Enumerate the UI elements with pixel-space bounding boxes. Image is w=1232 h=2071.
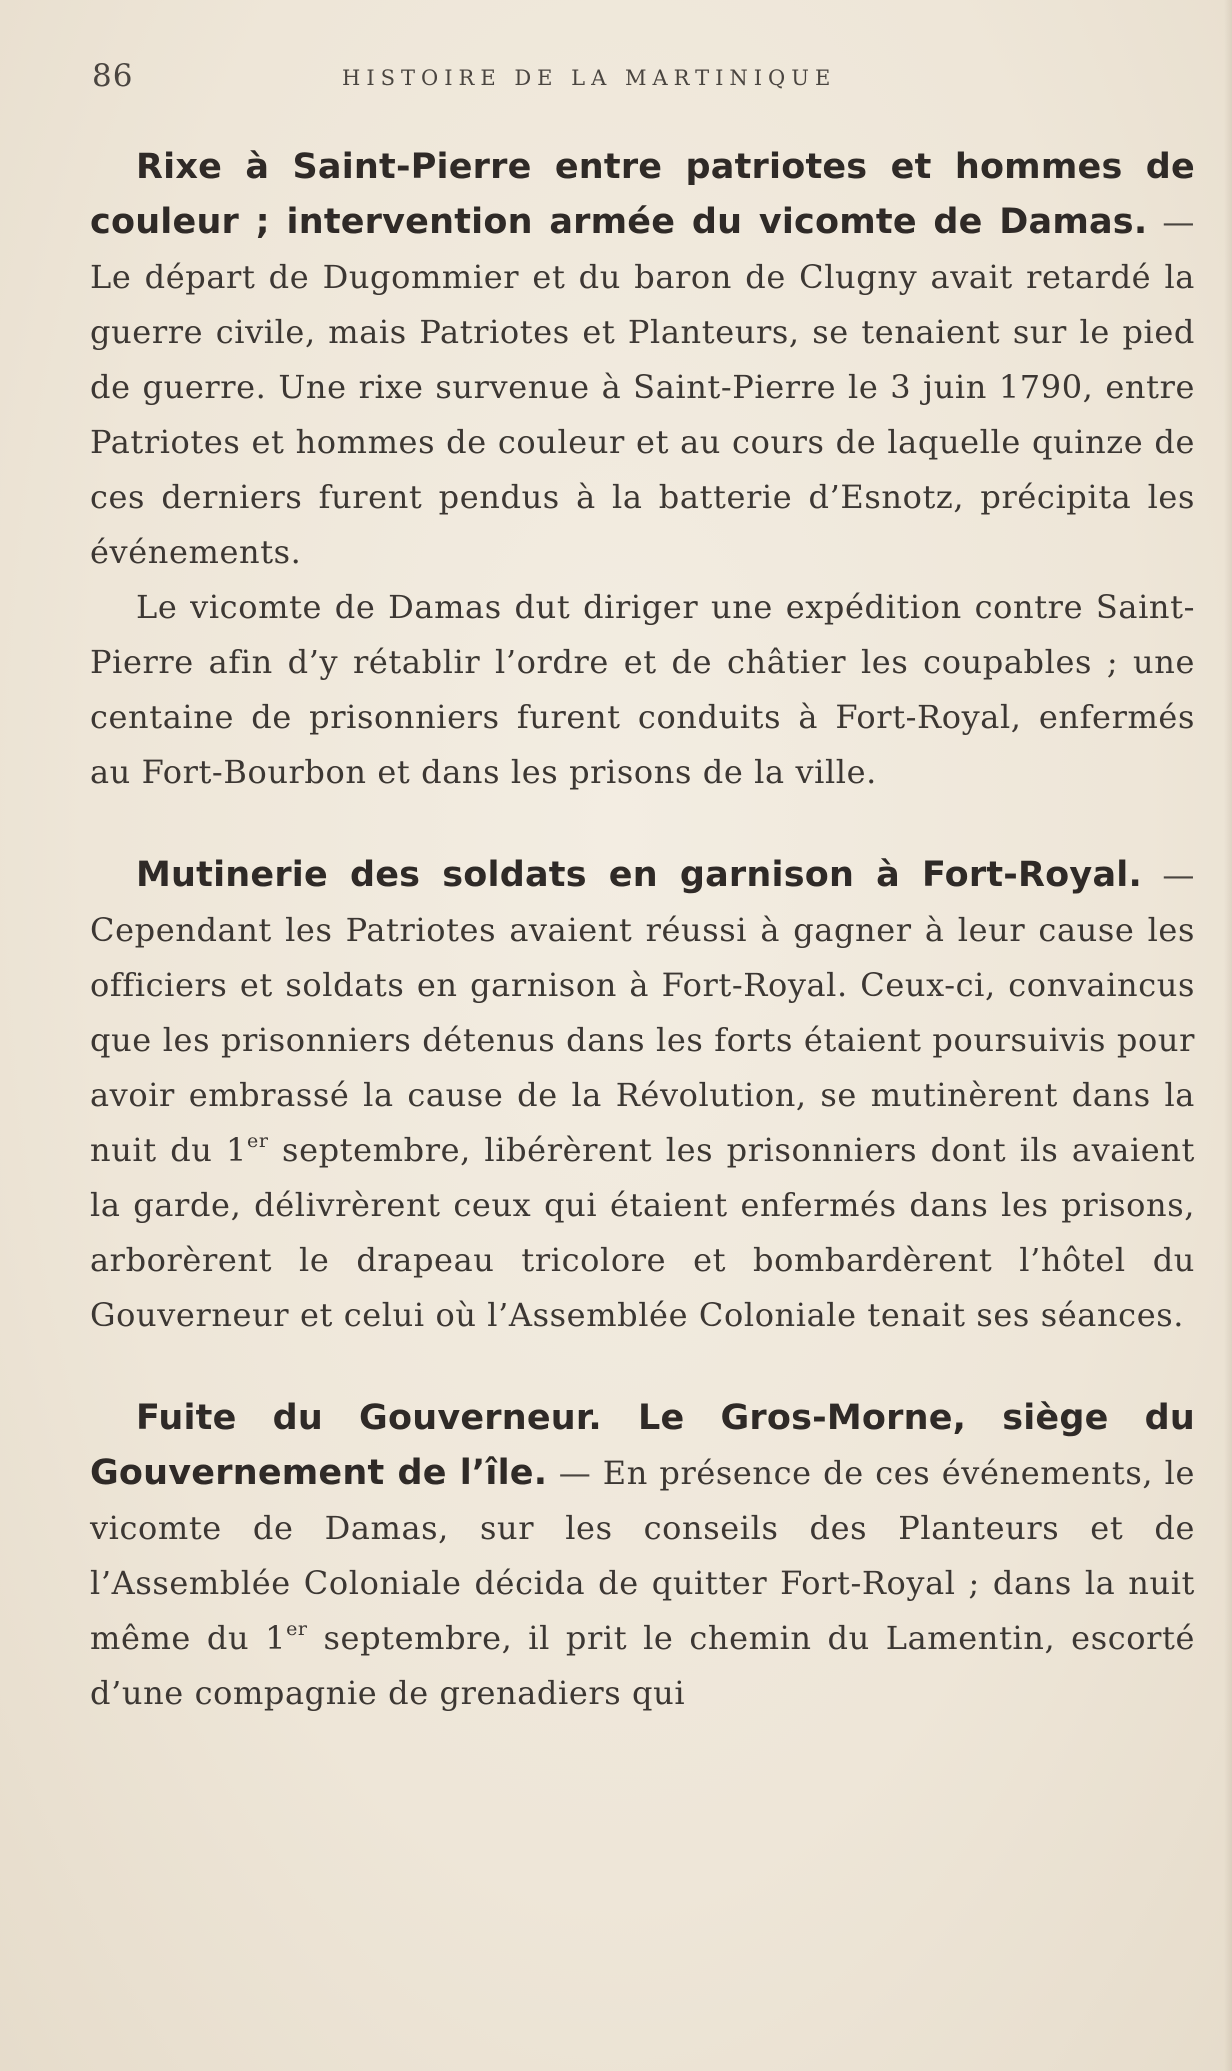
section-heading-rixe: Rixe à Saint-Pierre entre patriotes et hommes de couleur ; intervention armée du vicomte de Damas. xyxy=(90,147,1195,242)
em-dash: — xyxy=(558,1454,592,1492)
section-heading-fuite: Fuite du Gouverneur. Le Gros-Morne, siège du Gouvernement de l’île. xyxy=(90,1398,1195,1493)
paragraph-fuite xyxy=(90,1391,1195,1721)
page-body xyxy=(90,140,1195,1721)
em-dash: — xyxy=(1162,856,1195,894)
paragraph-text: Cependant les Patriotes avaient réussi à gagner à leur cause les officiers et soldats en garnison à Fort-Royal. Ceux-ci, convaincus que les prisonniers détenus dans les forts étaient poursuivis pour avoir embrassé la cause de la Révolution, se mutinèrent dans la nuit du 1 xyxy=(90,911,1195,1169)
paragraph-text: En présence de ces événements, le vicomte de Damas, sur les conseils des Planteurs et de l’Assemblée Coloniale décida de quitter Fort-Royal ; dans la nuit même du 1 xyxy=(90,1454,1195,1657)
paragraph-text: septembre, il prit le chemin du Lamentin, escorté d’une compagnie de grenadiers qui xyxy=(90,1619,1196,1712)
superscript: er xyxy=(286,1618,308,1640)
paragraph-text: Le départ de Dugommier et du baron de Clugny avait retardé la guerre civile, mais Patriotes et Planteurs, se tenaient sur le pied de guerre. Une rixe survenue à Saint-Pierre le 3 juin 1790, entre Patriotes et hommes de couleur et au cours de laquelle quinze de ces derniers furent pendus à la batterie d’Esnotz, précipita les événements. xyxy=(90,258,1195,571)
em-dash: — xyxy=(1162,203,1195,241)
paragraph-rixe xyxy=(90,140,1195,580)
paragraph-text: septembre, libérèrent les prisonniers dont ils avaient la garde, délivrèrent ceux qui étaient enfermés dans les prisons, arborèrent le drapeau tricolore et bombardèrent l’hôtel du Gouverneur et celui où l’Assemblée Coloniale tenait ses séances. xyxy=(90,1131,1196,1334)
paragraph-expedition xyxy=(90,580,1195,800)
paragraph-mutinerie xyxy=(90,848,1195,1343)
running-head xyxy=(92,58,1142,98)
page-edge-shadow xyxy=(1224,0,1232,2071)
superscript: er xyxy=(247,1130,269,1152)
paragraph-text: Le vicomte de Damas dut diriger une expédition contre Saint-Pierre afin d’y rétablir l’ordre et de châtier les coupables ; une centaine de prisonniers furent conduits à Fort-Royal, enfermés au Fort-Bourbon et dans les prisons de la ville. xyxy=(90,588,1195,791)
section-heading-mutinerie: Mutinerie des soldats en garnison à Fort-Royal. xyxy=(136,855,1142,895)
running-title: HISTOIRE DE LA MARTINIQUE xyxy=(342,66,837,90)
page-number: 86 xyxy=(92,58,134,94)
